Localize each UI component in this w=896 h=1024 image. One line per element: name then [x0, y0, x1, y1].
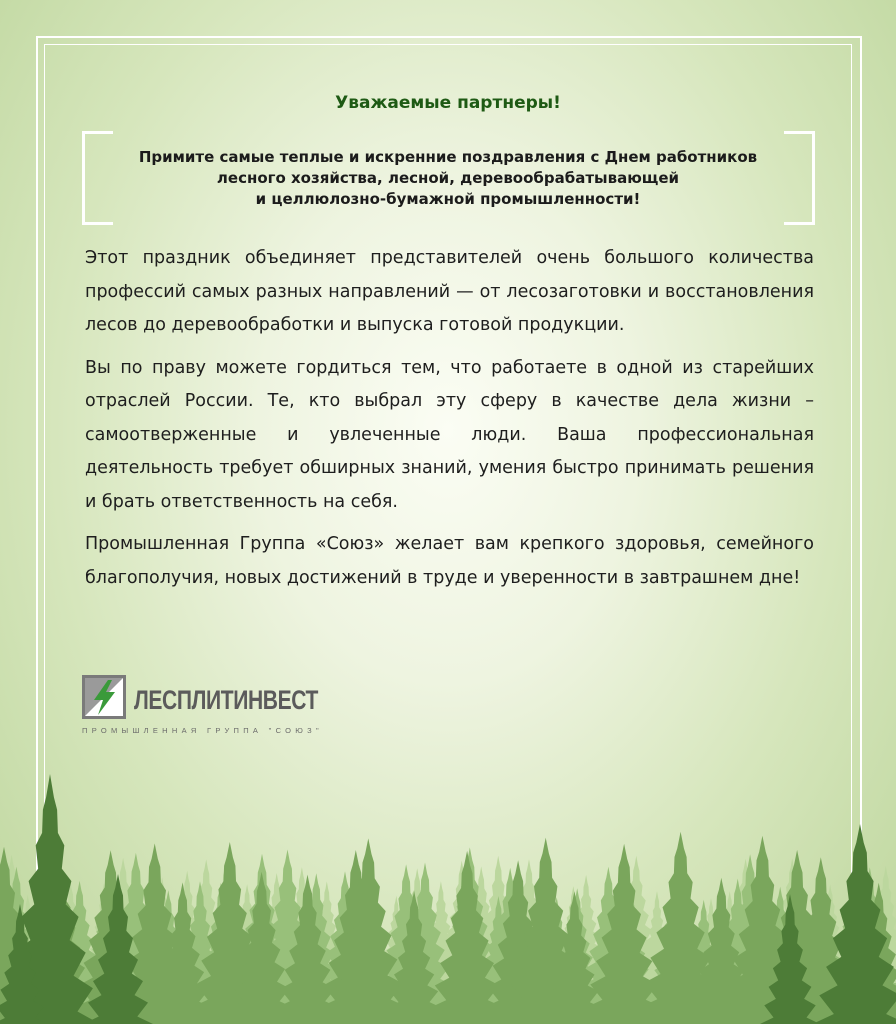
forest-silhouette-illustration [0, 740, 896, 1024]
left-bracket-decoration [82, 131, 113, 225]
congratulation-line: лесного хозяйства, лесной, деревообрабатывающей [216, 169, 680, 187]
congratulation-line: и целлюлозно-бумажной промышленности! [255, 190, 641, 208]
logo-subtitle: ПРОМЫШЛЕННАЯ ГРУППА "СОЮЗ" [82, 726, 323, 735]
company-logo [82, 675, 382, 745]
letter-body [85, 242, 814, 604]
greeting-heading: Уважаемые партнеры! [335, 93, 561, 113]
congratulation-line: Примите самые теплые и искренние поздравления с Днем работников [138, 148, 758, 166]
congratulation-block [110, 147, 786, 210]
body-paragraph: Этот праздник объединяет представителей очень большого количества профессий самых разных направлений — от лесозаготовки и восстановления лесов до деревообработки и выпуска готовой продукции. [85, 248, 814, 335]
lightning-bolt-logo-icon [82, 675, 126, 719]
body-paragraph: Вы по праву можете гордиться тем, что работаете в одной из старейших отраслей России. Те, кто выбрал эту сферу в качестве дела жизни – самоотверженные и увлеченные люди. Ваша профессиональная деятельность требует обширных знаний, умения быстро принимать решения и брать ответственность на себя. [85, 357, 814, 512]
right-bracket-decoration [784, 131, 815, 225]
logo-company-name: ЛЕСПЛИТИНВЕСТ [134, 685, 319, 715]
body-paragraph: Промышленная Группа «Союз» желает вам крепкого здоровья, семейного благополучия, новых достижений в труде и уверенности в завтрашнем дне! [85, 534, 814, 588]
